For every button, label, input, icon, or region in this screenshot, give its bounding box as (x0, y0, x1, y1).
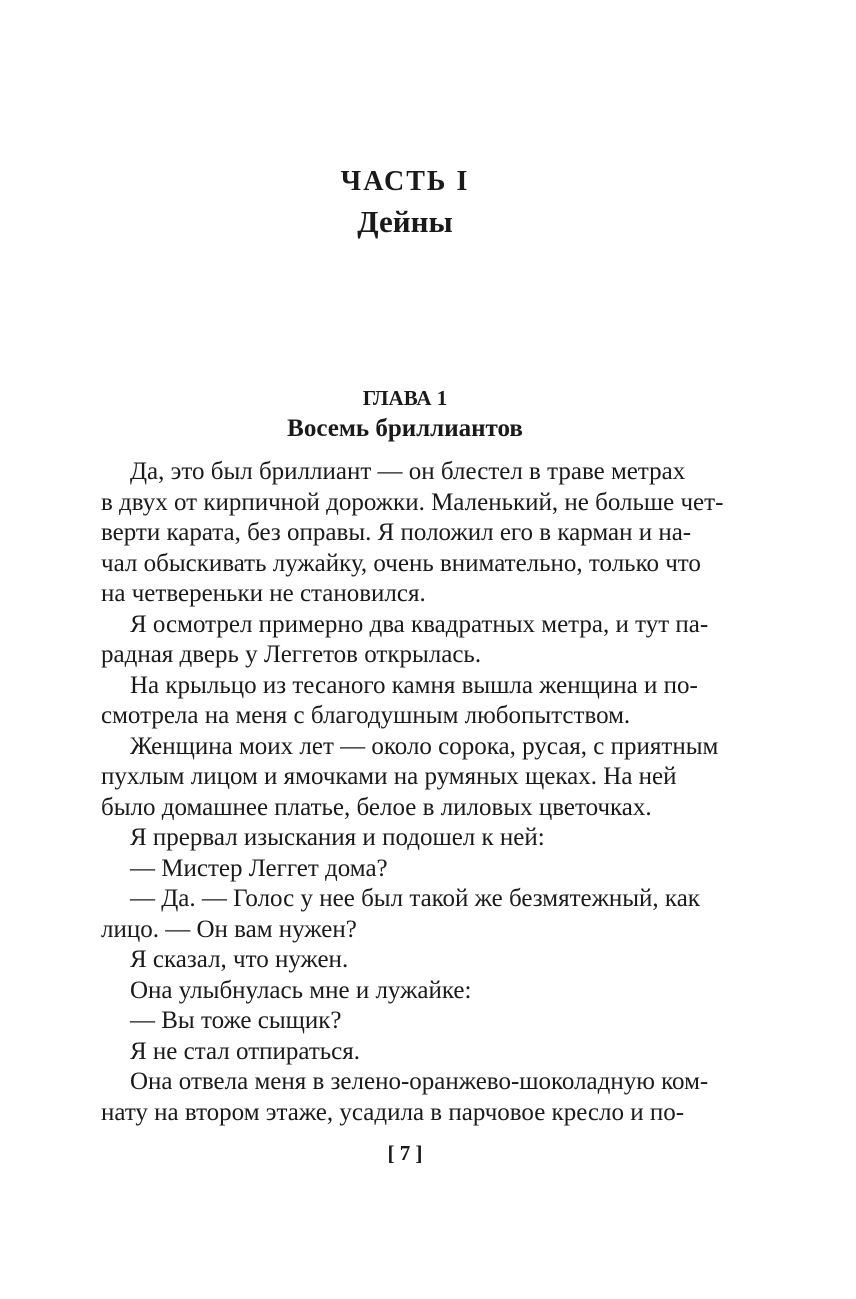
page-number: [ 7 ] (387, 1141, 423, 1165)
text-line: Я не стал отпираться. (130, 1037, 360, 1065)
text-line: на четвереньки не становился. (101, 580, 426, 607)
text-line: — Да. — Голос у нее был такой же безмятежный, как (130, 885, 700, 912)
text-line: лицо. — Он вам нужен? (101, 915, 357, 943)
text-line: нату на втором этаже, усадила в парчовое кресло и по- (101, 1098, 685, 1126)
text-line: чал обыскивать лужайку, очень внимательно, только что (101, 549, 701, 577)
text-line: Я сказал, что нужен. (130, 946, 349, 973)
part-label: ЧАСТЬ I (340, 166, 470, 197)
body-text (101, 457, 724, 1128)
text-line: было домашнее платье, белое в лиловых цветочках. (101, 793, 652, 821)
part-title: Дейны (357, 204, 453, 239)
text-line: Она отвела меня в зелено-оранжево-шоколадную ком- (130, 1068, 709, 1095)
text-line: Я осмотрел примерно два квадратных метра, и тут па- (130, 610, 709, 638)
text-line: в двух от кирпичной дорожки. Маленький, не больше чет- (101, 488, 724, 516)
text-line: пухлым лицом и ямочками на румяных щеках. На ней (101, 763, 677, 790)
text-line: смотрела на меня с благодушным любопытством. (101, 702, 631, 729)
chapter-title: Восемь бриллиантов (287, 415, 523, 442)
text-line: радная дверь у Леггетов открылась. (101, 641, 482, 668)
text-line: Да, это был бриллиант — он блестел в траве метрах (130, 458, 686, 485)
text-line: — Вы тоже сыщик? (130, 1007, 342, 1034)
text-line: — Мистер Леггет дома? (130, 854, 388, 882)
text-line: верти карата, без оправы. Я положил его в карман и на- (101, 519, 692, 546)
text-line: Я прервал изыскания и подошел к ней: (130, 824, 545, 851)
text-line: На крыльцо из тесаного камня вышла женщина и по- (130, 671, 698, 699)
text-line: Женщина моих лет — около сорока, русая, с приятным (130, 732, 719, 760)
text-line: Она улыбнулась мне и лужайке: (130, 976, 472, 1004)
chapter-label: ГЛАВА 1 (362, 386, 448, 410)
